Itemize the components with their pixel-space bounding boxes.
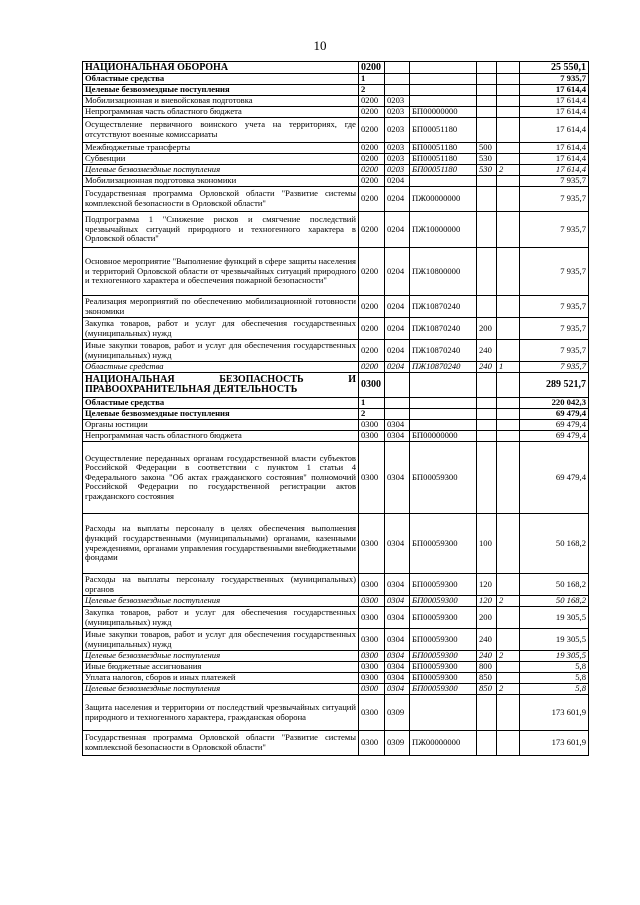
funding-source-cell bbox=[497, 398, 520, 409]
funding-source-cell: 1 bbox=[497, 362, 520, 373]
section-code-cell: 0200 bbox=[359, 362, 385, 373]
section-code-cell: 0200 bbox=[359, 296, 385, 318]
row-name-cell: Мобилизационная и вневойсковая подготовка bbox=[83, 96, 359, 107]
target-article-cell bbox=[410, 409, 477, 420]
amount-cell: 50 168,2 bbox=[520, 596, 589, 607]
amount-cell: 17 614,4 bbox=[520, 154, 589, 165]
funding-source-cell bbox=[497, 248, 520, 296]
subsection-code-cell: 0304 bbox=[385, 607, 410, 629]
target-article-cell: БП00059300 bbox=[410, 442, 477, 514]
table-row bbox=[83, 296, 589, 318]
subsection-code-cell: 0203 bbox=[385, 107, 410, 118]
expense-type-cell bbox=[477, 373, 497, 398]
subsection-code-cell: 0304 bbox=[385, 673, 410, 684]
table-row bbox=[83, 629, 589, 651]
subsection-code-cell bbox=[385, 74, 410, 85]
funding-source-cell bbox=[497, 514, 520, 574]
amount-cell: 5,8 bbox=[520, 684, 589, 695]
subsection-code-cell: 0304 bbox=[385, 684, 410, 695]
expense-type-cell bbox=[477, 176, 497, 187]
row-name-cell: Расходы на выплаты персоналу государственных (муниципальных) органов bbox=[83, 574, 359, 596]
table-row bbox=[83, 176, 589, 187]
amount-cell: 17 614,4 bbox=[520, 85, 589, 96]
expense-type-cell bbox=[477, 74, 497, 85]
subsection-code-cell: 0304 bbox=[385, 574, 410, 596]
funding-source-cell bbox=[497, 662, 520, 673]
amount-cell: 5,8 bbox=[520, 662, 589, 673]
row-name-cell: Непрограммная часть областного бюджета bbox=[83, 431, 359, 442]
expense-type-cell: 240 bbox=[477, 340, 497, 362]
row-name-cell: Закупка товаров, работ и услуг для обеспечения государственных (муниципальных) нужд bbox=[83, 607, 359, 629]
section-code-cell: 0300 bbox=[359, 651, 385, 662]
amount-cell: 17 614,4 bbox=[520, 118, 589, 143]
table-row bbox=[83, 442, 589, 514]
subsection-code-cell: 0304 bbox=[385, 662, 410, 673]
subsection-code-cell bbox=[385, 373, 410, 398]
amount-cell: 69 479,4 bbox=[520, 431, 589, 442]
table-row bbox=[83, 318, 589, 340]
expense-type-cell: 240 bbox=[477, 651, 497, 662]
section-code-cell: 0200 bbox=[359, 118, 385, 143]
target-article-cell bbox=[410, 695, 477, 731]
subsection-code-cell: 0309 bbox=[385, 695, 410, 731]
amount-cell: 7 935,7 bbox=[520, 248, 589, 296]
amount-cell: 7 935,7 bbox=[520, 74, 589, 85]
amount-cell: 7 935,7 bbox=[520, 362, 589, 373]
amount-cell: 17 614,4 bbox=[520, 107, 589, 118]
table-row bbox=[83, 731, 589, 756]
row-name-cell: Основное мероприятие "Выполнение функций в сфере защиты населения и территорий Орловской области от чрезвычайных ситуаций природного и техногенного характера и обеспечения пожарной безопасности" bbox=[83, 248, 359, 296]
target-article-cell: БП00059300 bbox=[410, 651, 477, 662]
row-name-cell: Государственная программа Орловской области "Развитие системы комплексной безопасности в Орловской области" bbox=[83, 187, 359, 212]
amount-cell: 5,8 bbox=[520, 673, 589, 684]
row-name-cell: Областные средства bbox=[83, 74, 359, 85]
section-code-cell: 0300 bbox=[359, 731, 385, 756]
funding-source-cell bbox=[497, 118, 520, 143]
row-name-cell: Осуществление первичного воинского учета на территориях, где отсутствуют военные комиссариаты bbox=[83, 118, 359, 143]
funding-source-cell bbox=[497, 607, 520, 629]
subsection-code-cell bbox=[385, 62, 410, 74]
target-article-cell: БП00059300 bbox=[410, 574, 477, 596]
expense-type-cell bbox=[477, 107, 497, 118]
section-code-cell: 1 bbox=[359, 398, 385, 409]
target-article-cell: ПЖ00000000 bbox=[410, 187, 477, 212]
amount-cell: 17 614,4 bbox=[520, 165, 589, 176]
amount-cell: 7 935,7 bbox=[520, 176, 589, 187]
row-name-cell: Подпрограмма 1 "Снижение рисков и смягчение последствий чрезвычайных ситуаций природного и техногенного характера в Орловской области" bbox=[83, 212, 359, 248]
table-row bbox=[83, 596, 589, 607]
subsection-code-cell bbox=[385, 85, 410, 96]
subsection-code-cell: 0204 bbox=[385, 248, 410, 296]
table-row bbox=[83, 362, 589, 373]
section-code-cell: 0300 bbox=[359, 607, 385, 629]
table-row bbox=[83, 107, 589, 118]
expense-type-cell bbox=[477, 85, 497, 96]
target-article-cell: БП00000000 bbox=[410, 431, 477, 442]
expense-type-cell: 500 bbox=[477, 143, 497, 154]
section-code-cell: 0200 bbox=[359, 154, 385, 165]
table-row bbox=[83, 673, 589, 684]
subsection-code-cell: 0304 bbox=[385, 420, 410, 431]
expense-type-cell: 240 bbox=[477, 629, 497, 651]
table-row bbox=[83, 695, 589, 731]
funding-source-cell bbox=[497, 574, 520, 596]
target-article-cell: ПЖ10870240 bbox=[410, 296, 477, 318]
row-name-cell: Целевые безвозмездные поступления bbox=[83, 684, 359, 695]
amount-cell: 7 935,7 bbox=[520, 340, 589, 362]
funding-source-cell bbox=[497, 629, 520, 651]
subsection-code-cell: 0204 bbox=[385, 296, 410, 318]
funding-source-cell bbox=[497, 187, 520, 212]
table-row bbox=[83, 187, 589, 212]
row-name-cell: Мобилизационная подготовка экономики bbox=[83, 176, 359, 187]
section-code-cell: 0300 bbox=[359, 514, 385, 574]
row-name-cell: Органы юстиции bbox=[83, 420, 359, 431]
amount-cell: 173 601,9 bbox=[520, 695, 589, 731]
expense-type-cell bbox=[477, 96, 497, 107]
row-name-cell: Целевые безвозмездные поступления bbox=[83, 165, 359, 176]
table-row bbox=[83, 248, 589, 296]
target-article-cell bbox=[410, 85, 477, 96]
row-name-cell: Расходы на выплаты персоналу в целях обеспечения выполнения функций государственными (муниципальными) органами, казенными учреждениями, органами управления государственными внебюджетными фондами bbox=[83, 514, 359, 574]
subsection-code-cell: 0304 bbox=[385, 651, 410, 662]
target-article-cell: БП00051180 bbox=[410, 118, 477, 143]
amount-cell: 7 935,7 bbox=[520, 212, 589, 248]
subsection-code-cell: 0203 bbox=[385, 96, 410, 107]
expense-type-cell: 800 bbox=[477, 662, 497, 673]
funding-source-cell bbox=[497, 420, 520, 431]
target-article-cell: БП00000000 bbox=[410, 107, 477, 118]
amount-cell: 69 479,4 bbox=[520, 420, 589, 431]
funding-source-cell bbox=[497, 695, 520, 731]
expense-type-cell bbox=[477, 409, 497, 420]
amount-cell: 50 168,2 bbox=[520, 514, 589, 574]
amount-cell: 69 479,4 bbox=[520, 409, 589, 420]
expense-type-cell bbox=[477, 420, 497, 431]
expense-type-cell bbox=[477, 118, 497, 143]
target-article-cell: БП00051180 bbox=[410, 165, 477, 176]
expense-type-cell: 240 bbox=[477, 362, 497, 373]
section-code-cell: 0300 bbox=[359, 684, 385, 695]
table-row bbox=[83, 651, 589, 662]
funding-source-cell bbox=[497, 85, 520, 96]
funding-source-cell bbox=[497, 176, 520, 187]
table-row bbox=[83, 96, 589, 107]
table-row bbox=[83, 409, 589, 420]
table-row bbox=[83, 431, 589, 442]
amount-cell: 50 168,2 bbox=[520, 574, 589, 596]
expense-type-cell: 120 bbox=[477, 596, 497, 607]
row-name-cell: Областные средства bbox=[83, 362, 359, 373]
section-code-cell: 1 bbox=[359, 74, 385, 85]
expense-type-cell: 100 bbox=[477, 514, 497, 574]
table-row bbox=[83, 373, 589, 398]
expense-type-cell bbox=[477, 187, 497, 212]
expense-type-cell: 200 bbox=[477, 607, 497, 629]
section-code-cell: 2 bbox=[359, 85, 385, 96]
funding-source-cell bbox=[497, 212, 520, 248]
table-row bbox=[83, 607, 589, 629]
amount-cell: 7 935,7 bbox=[520, 318, 589, 340]
row-name-cell: Субвенции bbox=[83, 154, 359, 165]
row-name-cell: Непрограммная часть областного бюджета bbox=[83, 107, 359, 118]
target-article-cell: БП00059300 bbox=[410, 514, 477, 574]
target-article-cell: БП00051180 bbox=[410, 154, 477, 165]
row-name-cell: Целевые безвозмездные поступления bbox=[83, 409, 359, 420]
row-name-cell: Иные закупки товаров, работ и услуг для обеспечения государственных (муниципальных) нужд bbox=[83, 629, 359, 651]
section-code-cell: 0300 bbox=[359, 629, 385, 651]
subsection-code-cell: 0203 bbox=[385, 143, 410, 154]
expense-type-cell bbox=[477, 731, 497, 756]
row-name-cell: НАЦИОНАЛЬНАЯ БЕЗОПАСНОСТЬ И ПРАВООХРАНИТЕЛЬНАЯ ДЕЯТЕЛЬНОСТЬ bbox=[83, 373, 359, 398]
funding-source-cell bbox=[497, 96, 520, 107]
amount-cell: 173 601,9 bbox=[520, 731, 589, 756]
table-row bbox=[83, 574, 589, 596]
funding-source-cell bbox=[497, 409, 520, 420]
row-name-cell: Иные бюджетные ассигнования bbox=[83, 662, 359, 673]
section-code-cell: 0200 bbox=[359, 318, 385, 340]
funding-source-cell: 2 bbox=[497, 596, 520, 607]
row-name-cell: Защита населения и территории от последствий чрезвычайных ситуаций природного и техногенного характера, гражданская оборона bbox=[83, 695, 359, 731]
target-article-cell: ПЖ10870240 bbox=[410, 318, 477, 340]
target-article-cell: ПЖ00000000 bbox=[410, 731, 477, 756]
section-code-cell: 0300 bbox=[359, 596, 385, 607]
funding-source-cell: 2 bbox=[497, 651, 520, 662]
subsection-code-cell: 0203 bbox=[385, 154, 410, 165]
target-article-cell: БП00059300 bbox=[410, 673, 477, 684]
subsection-code-cell: 0204 bbox=[385, 212, 410, 248]
section-code-cell: 0300 bbox=[359, 574, 385, 596]
row-name-cell: Целевые безвозмездные поступления bbox=[83, 596, 359, 607]
table-row bbox=[83, 154, 589, 165]
target-article-cell: ПЖ10800000 bbox=[410, 248, 477, 296]
funding-source-cell bbox=[497, 62, 520, 74]
section-code-cell: 0200 bbox=[359, 187, 385, 212]
subsection-code-cell bbox=[385, 398, 410, 409]
section-code-cell: 0200 bbox=[359, 62, 385, 74]
section-code-cell: 0300 bbox=[359, 431, 385, 442]
amount-cell: 289 521,7 bbox=[520, 373, 589, 398]
target-article-cell bbox=[410, 96, 477, 107]
target-article-cell: БП00059300 bbox=[410, 596, 477, 607]
subsection-code-cell: 0204 bbox=[385, 318, 410, 340]
table-row bbox=[83, 398, 589, 409]
subsection-code-cell: 0204 bbox=[385, 187, 410, 212]
section-code-cell: 0300 bbox=[359, 662, 385, 673]
expense-type-cell bbox=[477, 431, 497, 442]
section-code-cell: 0200 bbox=[359, 107, 385, 118]
row-name-cell: Межбюджетные трансферты bbox=[83, 143, 359, 154]
table-row bbox=[83, 118, 589, 143]
funding-source-cell: 2 bbox=[497, 684, 520, 695]
table-row bbox=[83, 62, 589, 74]
section-code-cell: 0300 bbox=[359, 373, 385, 398]
expense-type-cell bbox=[477, 398, 497, 409]
expense-type-cell: 120 bbox=[477, 574, 497, 596]
budget-table bbox=[82, 61, 589, 756]
section-code-cell: 0200 bbox=[359, 96, 385, 107]
amount-cell: 17 614,4 bbox=[520, 96, 589, 107]
target-article-cell bbox=[410, 398, 477, 409]
funding-source-cell bbox=[497, 296, 520, 318]
table-row bbox=[83, 420, 589, 431]
funding-source-cell bbox=[497, 340, 520, 362]
table-row bbox=[83, 143, 589, 154]
target-article-cell: ПЖ10870240 bbox=[410, 362, 477, 373]
table-row bbox=[83, 212, 589, 248]
expense-type-cell bbox=[477, 62, 497, 74]
table-row bbox=[83, 662, 589, 673]
target-article-cell: БП00059300 bbox=[410, 662, 477, 673]
section-code-cell: 0300 bbox=[359, 673, 385, 684]
expense-type-cell bbox=[477, 296, 497, 318]
section-code-cell: 0200 bbox=[359, 248, 385, 296]
funding-source-cell bbox=[497, 431, 520, 442]
expense-type-cell: 850 bbox=[477, 673, 497, 684]
target-article-cell: БП00059300 bbox=[410, 607, 477, 629]
expense-type-cell bbox=[477, 248, 497, 296]
funding-source-cell bbox=[497, 154, 520, 165]
subsection-code-cell: 0309 bbox=[385, 731, 410, 756]
amount-cell: 17 614,4 bbox=[520, 143, 589, 154]
expense-type-cell: 530 bbox=[477, 165, 497, 176]
target-article-cell bbox=[410, 62, 477, 74]
expense-type-cell: 200 bbox=[477, 318, 497, 340]
row-name-cell: Областные средства bbox=[83, 398, 359, 409]
section-code-cell: 0200 bbox=[359, 176, 385, 187]
section-code-cell: 0300 bbox=[359, 420, 385, 431]
row-name-cell: Реализация мероприятий по обеспечению мобилизационной готовности экономики bbox=[83, 296, 359, 318]
row-name-cell: Уплата налогов, сборов и иных платежей bbox=[83, 673, 359, 684]
expense-type-cell: 850 bbox=[477, 684, 497, 695]
table-row bbox=[83, 340, 589, 362]
target-article-cell bbox=[410, 176, 477, 187]
subsection-code-cell: 0304 bbox=[385, 596, 410, 607]
section-code-cell: 0300 bbox=[359, 442, 385, 514]
page-number: 10 bbox=[313, 38, 327, 53]
funding-source-cell bbox=[497, 143, 520, 154]
target-article-cell: ПЖ10000000 bbox=[410, 212, 477, 248]
amount-cell: 7 935,7 bbox=[520, 296, 589, 318]
table-row bbox=[83, 165, 589, 176]
funding-source-cell bbox=[497, 442, 520, 514]
amount-cell: 220 042,3 bbox=[520, 398, 589, 409]
funding-source-cell bbox=[497, 731, 520, 756]
section-code-cell: 2 bbox=[359, 409, 385, 420]
target-article-cell: БП00059300 bbox=[410, 684, 477, 695]
subsection-code-cell: 0204 bbox=[385, 176, 410, 187]
amount-cell: 25 550,1 bbox=[520, 62, 589, 74]
row-name-cell: Целевые безвозмездные поступления bbox=[83, 651, 359, 662]
subsection-code-cell: 0203 bbox=[385, 165, 410, 176]
subsection-code-cell bbox=[385, 409, 410, 420]
subsection-code-cell: 0304 bbox=[385, 431, 410, 442]
subsection-code-cell: 0204 bbox=[385, 340, 410, 362]
row-name-cell: Иные закупки товаров, работ и услуг для обеспечения государственных (муниципальных) нужд bbox=[83, 340, 359, 362]
funding-source-cell bbox=[497, 673, 520, 684]
amount-cell: 19 305,5 bbox=[520, 629, 589, 651]
table-row bbox=[83, 684, 589, 695]
amount-cell: 19 305,5 bbox=[520, 651, 589, 662]
funding-source-cell: 2 bbox=[497, 165, 520, 176]
subsection-code-cell: 0304 bbox=[385, 442, 410, 514]
section-code-cell: 0300 bbox=[359, 695, 385, 731]
funding-source-cell bbox=[497, 318, 520, 340]
target-article-cell: БП00051180 bbox=[410, 143, 477, 154]
section-code-cell: 0200 bbox=[359, 340, 385, 362]
row-name-cell: Государственная программа Орловской области "Развитие системы комплексной безопасности в Орловской области" bbox=[83, 731, 359, 756]
target-article-cell bbox=[410, 74, 477, 85]
funding-source-cell bbox=[497, 74, 520, 85]
row-name-cell: Целевые безвозмездные поступления bbox=[83, 85, 359, 96]
expense-type-cell bbox=[477, 212, 497, 248]
target-article-cell: БП00059300 bbox=[410, 629, 477, 651]
row-name-cell: НАЦИОНАЛЬНАЯ ОБОРОНА bbox=[83, 62, 359, 74]
subsection-code-cell: 0203 bbox=[385, 118, 410, 143]
table-row bbox=[83, 85, 589, 96]
section-code-cell: 0200 bbox=[359, 165, 385, 176]
subsection-code-cell: 0304 bbox=[385, 629, 410, 651]
target-article-cell bbox=[410, 373, 477, 398]
amount-cell: 7 935,7 bbox=[520, 187, 589, 212]
amount-cell: 69 479,4 bbox=[520, 442, 589, 514]
row-name-cell: Закупка товаров, работ и услуг для обеспечения государственных (муниципальных) нужд bbox=[83, 318, 359, 340]
subsection-code-cell: 0304 bbox=[385, 514, 410, 574]
expense-type-cell bbox=[477, 442, 497, 514]
section-code-cell: 0200 bbox=[359, 143, 385, 154]
row-name-cell: Осуществление переданных органам государственной власти субъектов Российской Федерации в соответствии с пунктом 1 статьи 4 Федерального закона "Об актах гражданского состояния" полномочий Российской Федерации по государственной регистрации актов гражданского состояния bbox=[83, 442, 359, 514]
funding-source-cell bbox=[497, 373, 520, 398]
table-row bbox=[83, 514, 589, 574]
section-code-cell: 0200 bbox=[359, 212, 385, 248]
target-article-cell bbox=[410, 420, 477, 431]
amount-cell: 19 305,5 bbox=[520, 607, 589, 629]
expense-type-cell: 530 bbox=[477, 154, 497, 165]
expense-type-cell bbox=[477, 695, 497, 731]
funding-source-cell bbox=[497, 107, 520, 118]
subsection-code-cell: 0204 bbox=[385, 362, 410, 373]
target-article-cell: ПЖ10870240 bbox=[410, 340, 477, 362]
table-row bbox=[83, 74, 589, 85]
